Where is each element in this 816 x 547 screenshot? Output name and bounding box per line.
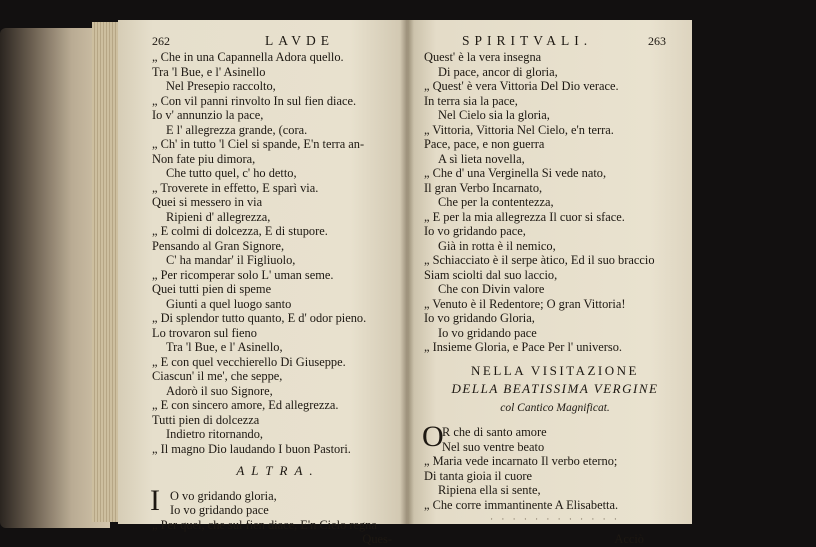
verse-line: Il gran Verbo Incarnato, (424, 180, 543, 195)
drop-cap-letter: O (422, 420, 444, 453)
verse-line: Ripieni d' allegrezza, (166, 209, 271, 224)
verse-line: Ciascun' il me', che seppe, (152, 369, 283, 383)
verse-line: „ E con quel vecchierello Di Giuseppe. (152, 354, 346, 369)
drop-cap-stanza (422, 420, 686, 512)
ornament-rule: · · · · · · · · · · · · (490, 514, 620, 524)
verse-line: Io v' annunzio la pace, (152, 108, 264, 122)
page-number: 262 (152, 34, 170, 48)
verse-line: Io vo gridando pace (170, 503, 269, 517)
verse-line: R che di santo amore (442, 425, 547, 439)
verse-line: Io vo gridando pace (438, 325, 537, 340)
verse-line: Non fate piu dimora, (152, 151, 256, 166)
right-page-header (424, 34, 686, 49)
verse-line: Io vo gridando Gloria, (424, 311, 535, 325)
verse-line: „ Per quel, che sul fien diace, E'n Cielo regna (152, 517, 377, 532)
catchword: Acciò (614, 532, 644, 546)
verse-line: Io vo gridando pace, (424, 224, 526, 238)
verse-line: Già in rotta è il nemico, (438, 238, 556, 253)
verse-line: „ Venuto è il Redentore; O gran Vittoria! (424, 296, 626, 311)
verse-line: O vo gridando gloria, (170, 488, 277, 503)
verse-line: Pace, pace, e non guerra (424, 137, 545, 151)
verse-line: „ Che in una Capannella Adora quello. (152, 50, 344, 64)
verse-line: „ E colmi di dolcezza, E di stupore. (152, 224, 328, 238)
verse-line: Tutti pien di dolcezza (152, 412, 260, 427)
verse-line: A sì lieta novella, (438, 151, 525, 166)
verse-line: Che per la contentezza, (438, 195, 554, 209)
verse-line: „ Per ricomperar solo L' uman seme. (152, 267, 334, 282)
verse-line: Di pace, ancor di gloria, (438, 64, 558, 79)
right-verse-block-2 (422, 420, 686, 512)
verse-line: „ Di splendor tutto quanto, E d' odor pieno. (152, 311, 367, 325)
verse-line: „ Ch' in tutto 'l Ciel si spande, E'n terra an- (152, 137, 365, 151)
verse-line: Pensando al Gran Signore, (152, 238, 285, 253)
right-page (408, 20, 692, 546)
verse-line: C' ha mandar' il Figliuolo, (166, 253, 296, 267)
verse-line: Tra 'l Bue, e l' Asinello, (166, 340, 283, 354)
section-heading: ALTRA. (236, 463, 320, 478)
verse-line: „ E con sincero amore, Ed allegrezza. (152, 398, 339, 412)
verse-line: „ Quest' è vera Vittoria Del Dio verace. (424, 79, 619, 93)
verse-line: Che tutto quel, c' ho detto, (166, 166, 297, 180)
left-page-header (152, 34, 404, 49)
verse-line: In terra sia la pace, (424, 93, 518, 108)
verse-line: „ Troverete in effetto, E sparì via. (152, 180, 319, 195)
verse-line: „ Con vil panni rinvolto In sul fien diace. (152, 93, 357, 108)
verse-line: „ Il magno Dio laudando I buon Pastori. (152, 441, 351, 456)
verse-line: Nel Cielo sia la gloria, (438, 108, 550, 122)
verse-line: „ Vittoria, Vittoria Nel Cielo, e'n terra. (424, 122, 614, 137)
verse-line: E l' allegrezza grande, (cora. (166, 122, 308, 137)
verse-line: Ripiena ella si sente, (438, 483, 541, 497)
verse-line: „ Schiacciato è il serpe àtico, Ed il suo braccio (424, 253, 655, 267)
running-head: SPIRITVALI. (462, 33, 593, 48)
book-gutter (400, 20, 414, 524)
verse-line: Siam sciolti dal suo laccio, (424, 267, 558, 282)
verse-line: Indietro ritornando, (166, 427, 264, 441)
verse-line: Di tanta gioia il cuore (424, 468, 533, 483)
running-head: LAVDE (264, 33, 334, 48)
verse-line: „ Insieme Gloria, e Pace Per l' universo. (424, 340, 623, 354)
verse-line: Che con Divin valore (438, 282, 545, 296)
left-page (118, 20, 408, 546)
verse-line: „ E per la mia allegrezza Il cuor si sface. (424, 209, 625, 224)
drop-cap-letter: I (150, 483, 160, 517)
catchword: Ques- (362, 532, 392, 546)
verse-line: Adorò il suo Signore, (166, 383, 273, 398)
page-number: 263 (648, 34, 666, 48)
verse-line: Tra 'l Bue, e l' Asinello (152, 64, 266, 79)
right-verse-block (424, 50, 686, 355)
verse-line: „ Che corre immantinente A Elisabetta. (424, 497, 619, 512)
verse-line: Quest' è la vera insegna (424, 50, 542, 64)
left-verse-block (152, 50, 404, 456)
verse-line: Nel Presepio raccolto, (166, 79, 276, 93)
section-subtitle: col Cantico Magnificat. (500, 401, 610, 414)
verse-line: Quei tutti pien di speme (152, 282, 272, 296)
section-heading: NELLA VISITAZIONE (471, 362, 639, 378)
verse-line: „ Che d' una Verginella Si vede nato, (424, 166, 607, 180)
drop-cap-stanza (150, 483, 404, 533)
verse-line: Quei si messero in via (152, 195, 263, 209)
verse-line: „ Maria vede incarnato Il verbo eterno; (424, 454, 618, 468)
section-subheading: DELLA BEATISSIMA VERGINE (451, 381, 659, 396)
left-verse-block-2 (150, 483, 404, 533)
verse-line: Giunti a quel luogo santo (166, 296, 292, 311)
verse-line: Lo trovaron sul fieno (152, 325, 257, 340)
verse-line: Nel suo ventre beato (442, 439, 545, 454)
